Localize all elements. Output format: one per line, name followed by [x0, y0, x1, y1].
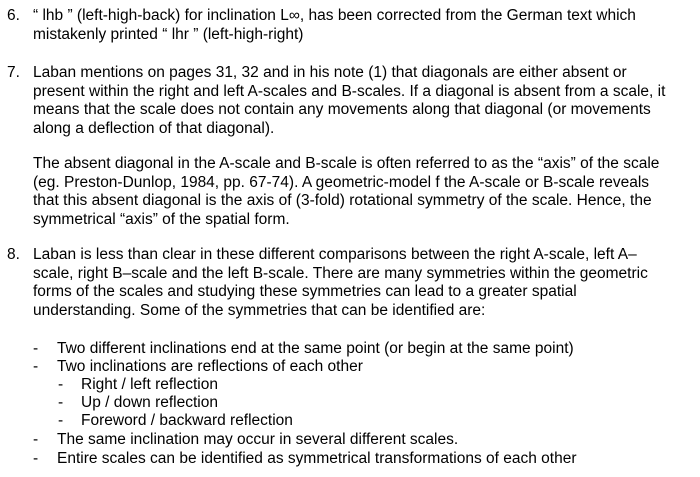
- text-line: Laban is less than clear in these different comparisons between the right A-scale, left A–: [33, 246, 637, 263]
- list-item-text: Up / down reflection: [81, 394, 218, 411]
- note-paragraph: [33, 155, 693, 229]
- text-line: “ lhb ” (left-high-back) for inclination L∞, has been corrected from the German text which: [33, 7, 636, 24]
- note-paragraph: [33, 246, 693, 320]
- dash-marker: -: [33, 450, 39, 467]
- dash-marker: -: [33, 340, 39, 357]
- text-line: symmetrical “axis” of the spatial form.: [33, 210, 290, 228]
- list-item-text: Right / left reflection: [81, 376, 218, 393]
- text-line: scale, right B–scale and the left B-scale. There are many symmetries within the geometric: [33, 264, 648, 282]
- text-line: understanding. Some of the symmetries that can be identified are:: [33, 301, 486, 319]
- note-text: [33, 7, 693, 44]
- list-item-text: Entire scales can be identified as symmetrical transformations of each other: [57, 450, 577, 467]
- list-item-text: The same inclination may occur in several different scales.: [57, 431, 459, 448]
- text-line: mistakenly printed “ lhr ” (left-high-right): [33, 25, 304, 43]
- note-paragraph: [33, 64, 693, 138]
- dash-marker: -: [33, 358, 39, 375]
- text-line: that this absent diagonal is the axis of (3-fold) rotational symmetry of the scale. Hence, the: [33, 192, 652, 209]
- dash-marker: -: [33, 431, 39, 448]
- text-line: The absent diagonal in the A-scale and B-scale is often referred to as the “axis” of the scale: [33, 155, 660, 172]
- text-line: present within the right and left A-scales and B-scales. If a diagonal is absent from a scale, it: [33, 82, 666, 100]
- dash-marker: -: [58, 376, 64, 393]
- dash-marker: -: [58, 394, 64, 411]
- list-item-text: Two inclinations are reflections of each other: [57, 358, 363, 375]
- note-number: 7.: [7, 64, 20, 81]
- text-line: (eg. Preston-Dunlop, 1984, pp. 67-74). A geometric-model f the A-scale or B-scale reveals: [33, 173, 650, 191]
- note-number: 6.: [7, 7, 20, 24]
- text-line: along a deflection of that diagonal).: [33, 119, 275, 137]
- list-item-text: Two different inclinations end at the same point (or begin at the same point): [57, 340, 574, 357]
- text-line: forms of the scales and studying these symmetries can lead to a greater spatial: [33, 283, 577, 300]
- text-line: means that the scale does not contain any movements along that diagonal (or movements: [33, 101, 651, 118]
- text-line: Laban mentions on pages 31, 32 and in his note (1) that diagonals are either absent or: [33, 64, 627, 81]
- list-item-text: Foreword / backward reflection: [81, 412, 293, 429]
- note-number: 8.: [7, 246, 20, 263]
- dash-marker: -: [58, 412, 64, 429]
